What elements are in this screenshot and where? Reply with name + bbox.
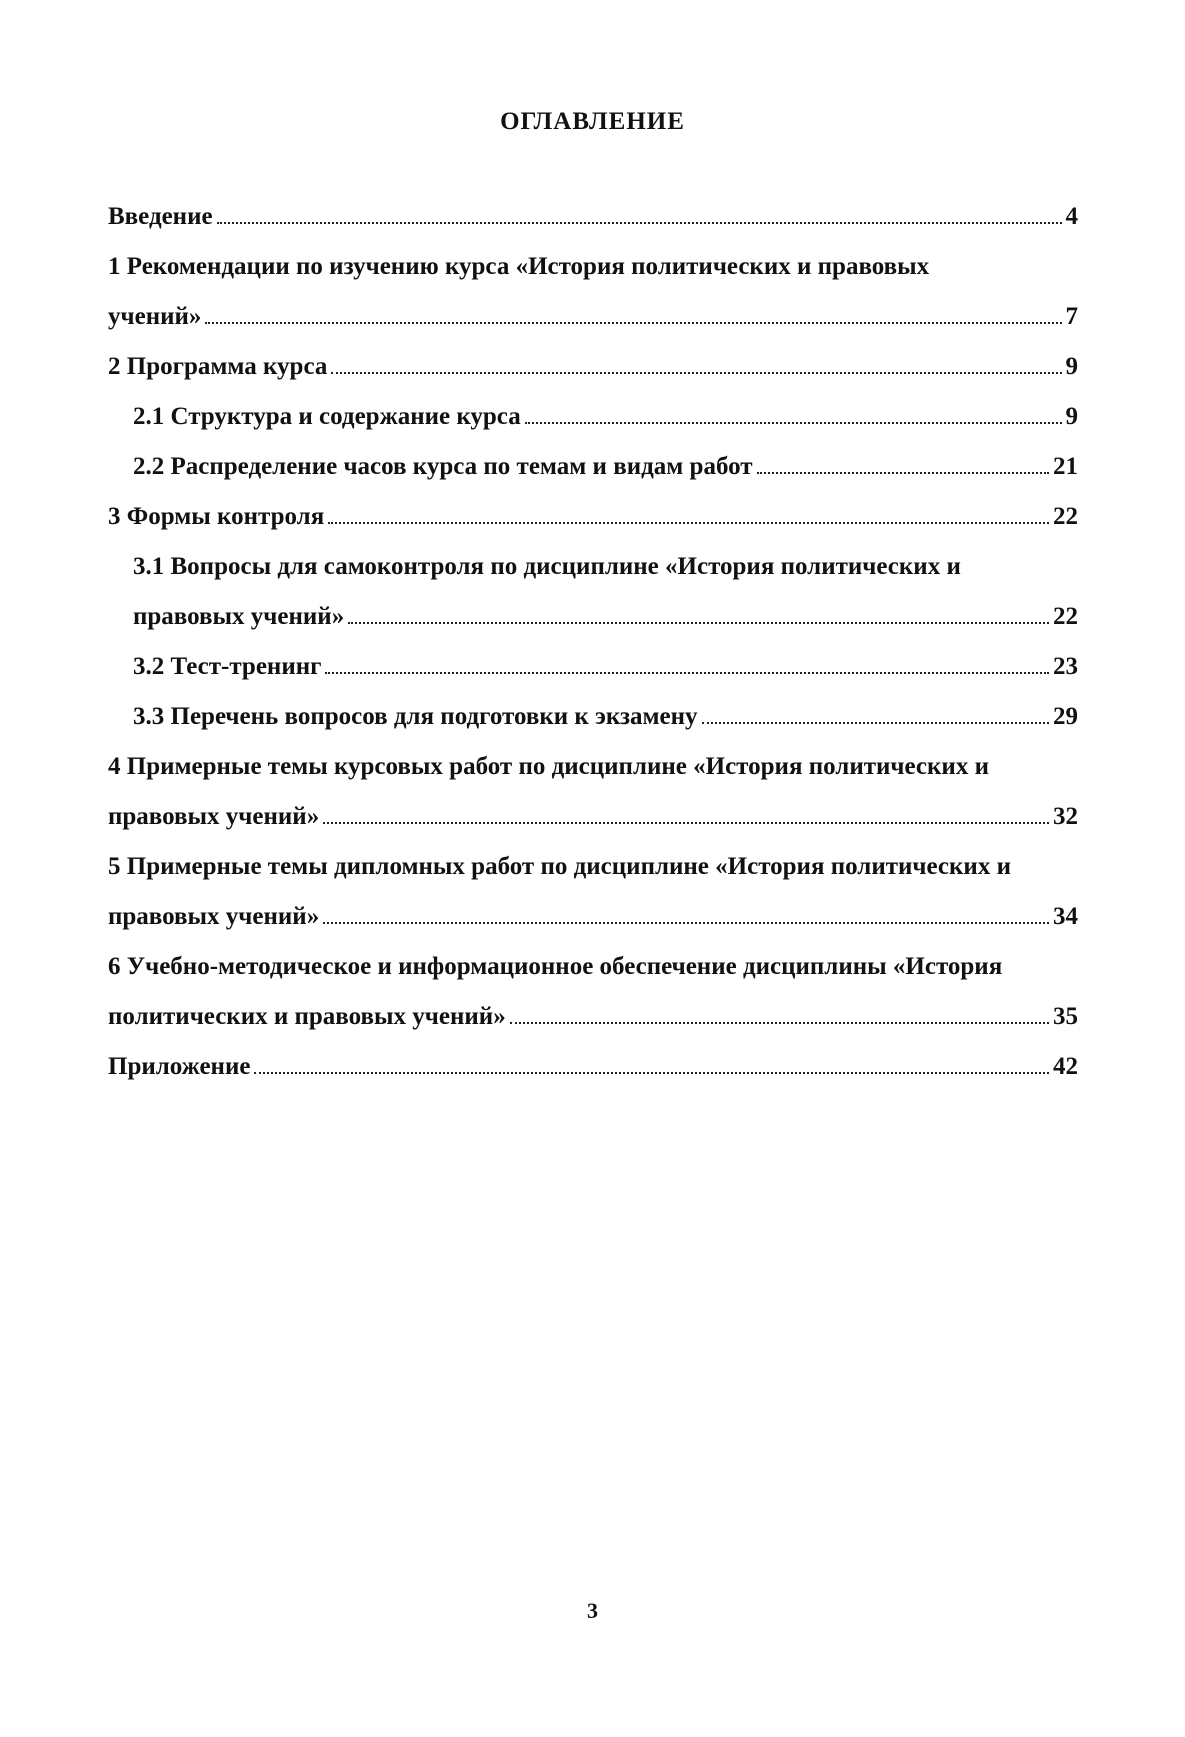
toc-entry-text: 2.1 Структура и содержание курса [133,403,521,430]
toc-entry-self-control [108,552,1078,652]
dot-leader [205,322,1061,324]
toc-entry-test-training [108,652,1078,702]
dot-leader [325,672,1049,674]
toc-entry-page: 42 [1053,1053,1078,1080]
toc-entry-coursework-topics [108,752,1078,852]
toc-entry-text-line1: 4 Примерные темы курсовых работ по дисциплине «История политических и [108,753,989,780]
page-number: 3 [587,1598,598,1623]
dot-leader [323,822,1049,824]
table-of-contents [108,202,1078,1102]
toc-entry-text: 3.2 Тест-тренинг [133,653,322,680]
toc-entry-text: Введение [108,203,213,230]
toc-entry-page: 9 [1065,403,1078,430]
dot-leader [702,722,1049,724]
toc-entry-page: 29 [1053,703,1078,730]
dot-leader [254,1072,1049,1074]
toc-entry-text-line1: 3.1 Вопросы для самоконтроля по дисциплине «История политических и [133,553,961,580]
toc-entry-page: 22 [1053,603,1078,630]
toc-entry-page: 21 [1053,453,1078,480]
toc-entry-page: 23 [1053,653,1078,680]
toc-entry-text: правовых учений» [133,603,345,630]
toc-entry-text: правовых учений» [108,903,320,930]
dot-leader [217,222,1062,224]
toc-entry-text: правовых учений» [108,803,320,830]
page-title: ОГЛАВЛЕНИЕ [500,108,685,135]
toc-entry-hours [108,452,1078,502]
toc-entry-program [108,352,1078,402]
toc-entry-page: 4 [1065,203,1078,230]
toc-entry-control-forms [108,502,1078,552]
dot-leader [510,1022,1049,1024]
toc-entry-text-line1: 6 Учебно-методическое и информационное обеспечение дисциплины «История [108,953,1003,980]
toc-entry-page: 34 [1053,903,1078,930]
dot-leader [328,522,1049,524]
toc-entry-text: политических и правовых учений» [108,1003,506,1030]
toc-entry-recommendations [108,252,1078,352]
toc-entry-thesis-topics [108,852,1078,952]
toc-entry-page: 22 [1053,503,1078,530]
toc-entry-text: 2.2 Распределение часов курса по темам и видам работ [133,453,753,480]
toc-entry-text: 3 Формы контроля [108,503,325,530]
toc-entry-page: 7 [1065,303,1078,330]
toc-entry-page: 9 [1065,353,1078,380]
toc-entry-text: 2 Программа курса [108,353,328,380]
toc-entry-text: Приложение [108,1053,251,1080]
toc-entry-exam-questions [108,702,1078,752]
dot-leader [348,622,1049,624]
toc-entry-text: учений» [108,303,202,330]
toc-entry-page: 32 [1053,803,1078,830]
dot-leader [757,472,1049,474]
toc-entry-appendix [108,1052,1078,1102]
toc-entry-methodological-support [108,952,1078,1052]
toc-entry-page: 35 [1053,1003,1078,1030]
toc-entry-text-line1: 1 Рекомендации по изучению курса «История политических и правовых [108,253,930,280]
dot-leader [331,372,1061,374]
toc-entry-structure [108,402,1078,452]
toc-entry-introduction [108,202,1078,252]
toc-entry-text-line1: 5 Примерные темы дипломных работ по дисциплине «История политических и [108,853,1011,880]
dot-leader [323,922,1049,924]
dot-leader [525,422,1062,424]
toc-entry-text: 3.3 Перечень вопросов для подготовки к экзамену [133,703,698,730]
